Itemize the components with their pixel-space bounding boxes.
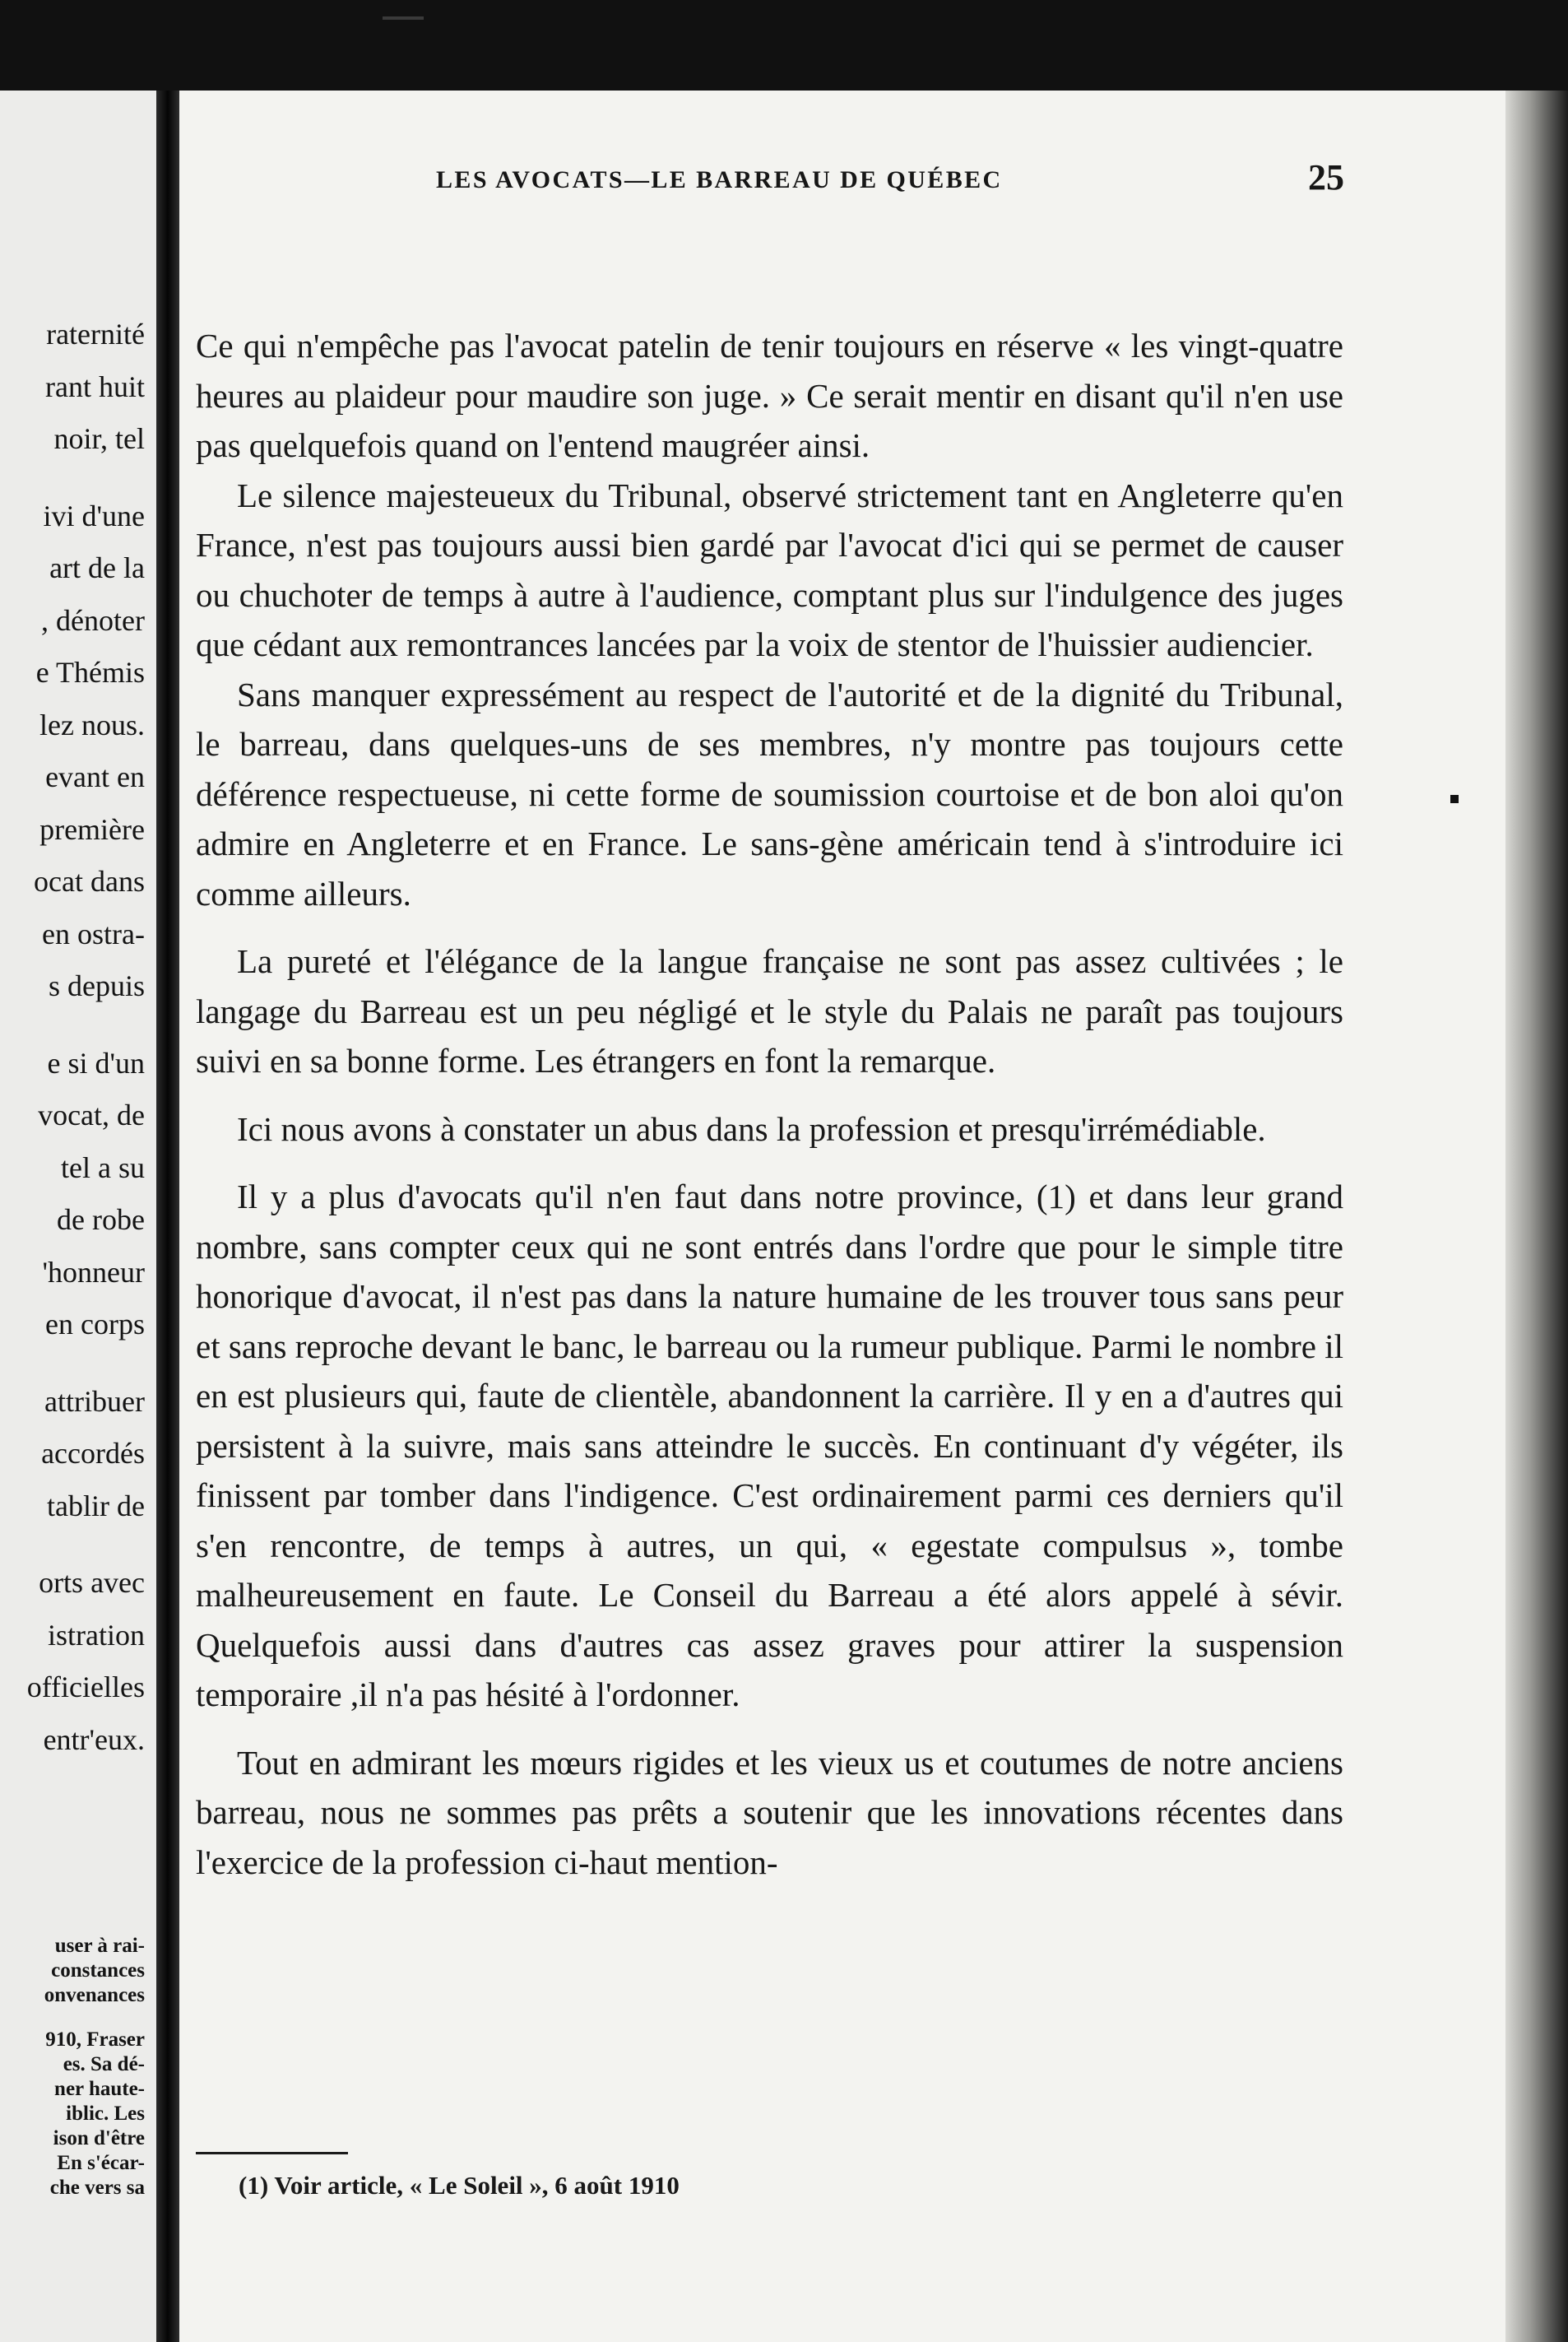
scan-speck	[383, 16, 424, 20]
page-number: 25	[1308, 157, 1344, 197]
left-note-line: constances	[51, 1959, 145, 1982]
paragraph: Tout en admirant les mœurs rigides et les vieux us et coutumes de notre anciens barreau, nous ne sommes pas prêts a soutenir que les innovations récentes dans l'exercice de la profession ci-haut mention-	[196, 1743, 1343, 1881]
left-line: istration	[48, 1618, 145, 1652]
left-line: attribuer	[44, 1384, 145, 1418]
paragraph: Ici nous avons à constater un abus dans la profession et presqu'irrémédiable.	[237, 1109, 1266, 1148]
left-line: lez nous.	[39, 708, 145, 741]
left-line: 'honneur	[42, 1255, 145, 1289]
left-line: tel a su	[61, 1150, 145, 1184]
left-note-line: En s'écar-	[57, 2152, 145, 2174]
left-line: entr'eux.	[43, 1722, 145, 1756]
margin-mark	[1450, 795, 1459, 803]
left-line: raternité	[46, 318, 145, 351]
left-line: en corps	[45, 1308, 145, 1341]
footnote-rule	[196, 2152, 348, 2154]
left-line: art de la	[49, 551, 145, 584]
left-note-line: 910, Fraser	[45, 2028, 145, 2051]
paragraph: Le silence majesteueux du Tribunal, observé strictement tant en Angleterre qu'en France, n'est pas toujours aussi bien gardé par l'avocat d'ici qui se permet de causer ou chuchoter de temps à autre à l'audience, comptant plus sur l'indulgence des juges que cédant aux remontrances lancées par la voix de stentor de l'huissier audiencier.	[196, 476, 1343, 663]
book-binding	[156, 91, 179, 2342]
left-note-line: onvenances	[44, 1984, 145, 2006]
left-line: rant huit	[45, 369, 145, 403]
left-line: e Thémis	[35, 656, 145, 689]
left-line: evant en	[45, 760, 145, 793]
left-note-line: ison d'être	[53, 2127, 145, 2149]
left-line: ocat dans	[34, 865, 145, 898]
body-text	[196, 321, 1343, 1887]
paragraph: Ce qui n'empêche pas l'avocat patelin de tenir toujours en réserve « les vingt-quatre heures au plaideur pour maudire son juge. » Ce serait mentir en disant qu'il n'en use pas quelquefois quand on l'entend maugréer ainsi.	[196, 327, 1343, 464]
left-line: de robe	[57, 1203, 145, 1236]
left-line: officielles	[26, 1671, 145, 1703]
footnote: (1) Voir article, « Le Soleil », 6 août 1910	[239, 2171, 680, 2200]
previous-page-text	[27, 309, 145, 1766]
left-line: accordés	[41, 1437, 145, 1470]
left-note-line: es. Sa dé-	[63, 2053, 145, 2075]
paragraph: La pureté et l'élégance de la langue française ne sont pas assez cultivées ; le langage du Barreau est un peu négligé et le style du Palais ne paraît pas toujours suivi en sa bonne forme. Les étrangers en font la remarque.	[196, 942, 1343, 1080]
paragraph: Sans manquer expressément au respect de l'autorité et de la dignité du Tribunal, le barreau, dans quelques-uns de ses membres, n'y montre pas toujours cette déférence respectueuse, ni cette forme de soumission courtoise et de bon aloi qu'on admire en Angleterre et en France. Le sans-gène américain tend à s'introduire ici comme ailleurs.	[196, 675, 1343, 913]
left-line: ivi d'une	[43, 499, 145, 532]
page-edge-shadow	[1505, 91, 1568, 2342]
paragraph: Il y a plus d'avocats qu'il n'en faut dans notre province, (1) et dans leur grand nombre, sans compter ceux qui ne sont entrés dans l'ordre que pour le simple titre honorique d'avocat, il n'est pas dans la nature humaine de les trouver tous sans peur et sans reproche devant le banc, le barreau ou la rumeur publique. Parmi le nombre il en est plusieurs qui, faute de clientèle, abandonnent la carrière. Il y en a d'autres qui persistent à la suivre, mais sans atteindre le succès. En continuant d'y végéter, ils finissent par tomber dans l'indigence. C'est ordinairement parmi ces derniers qu'il s'en rencontre, de temps à autres, un qui, « egestate compulsus », tombe malheureusement en faute. Le Conseil du Barreau a été alors appelé à sévir. Quelquefois aussi dans d'autres cas assez graves pour attirer la suspension temporaire ,il n'a pas hésité à l'ordonner.	[196, 1178, 1343, 1713]
left-line: , dénoter	[41, 603, 145, 637]
left-line: orts avec	[39, 1566, 145, 1599]
left-line: e si d'un	[47, 1046, 145, 1080]
left-line: vocat, de	[38, 1099, 145, 1132]
left-line: tablir de	[47, 1489, 145, 1522]
left-note-line: iblic. Les	[66, 2103, 145, 2125]
previous-page-edge	[0, 91, 156, 2342]
left-note-line: user à rai-	[54, 1935, 145, 1957]
page-header	[257, 156, 1344, 206]
previous-page-footnotes	[44, 1934, 145, 2200]
left-note-line: ner haute-	[54, 2078, 145, 2100]
left-line: première	[39, 812, 145, 846]
left-line: en ostra-	[42, 917, 145, 950]
left-note-line: che vers sa	[49, 2177, 145, 2199]
left-line: noir, tel	[53, 422, 145, 455]
left-line: s depuis	[49, 969, 145, 1002]
running-title: LES AVOCATS—LE BARREAU DE QUÉBEC	[436, 166, 1003, 193]
